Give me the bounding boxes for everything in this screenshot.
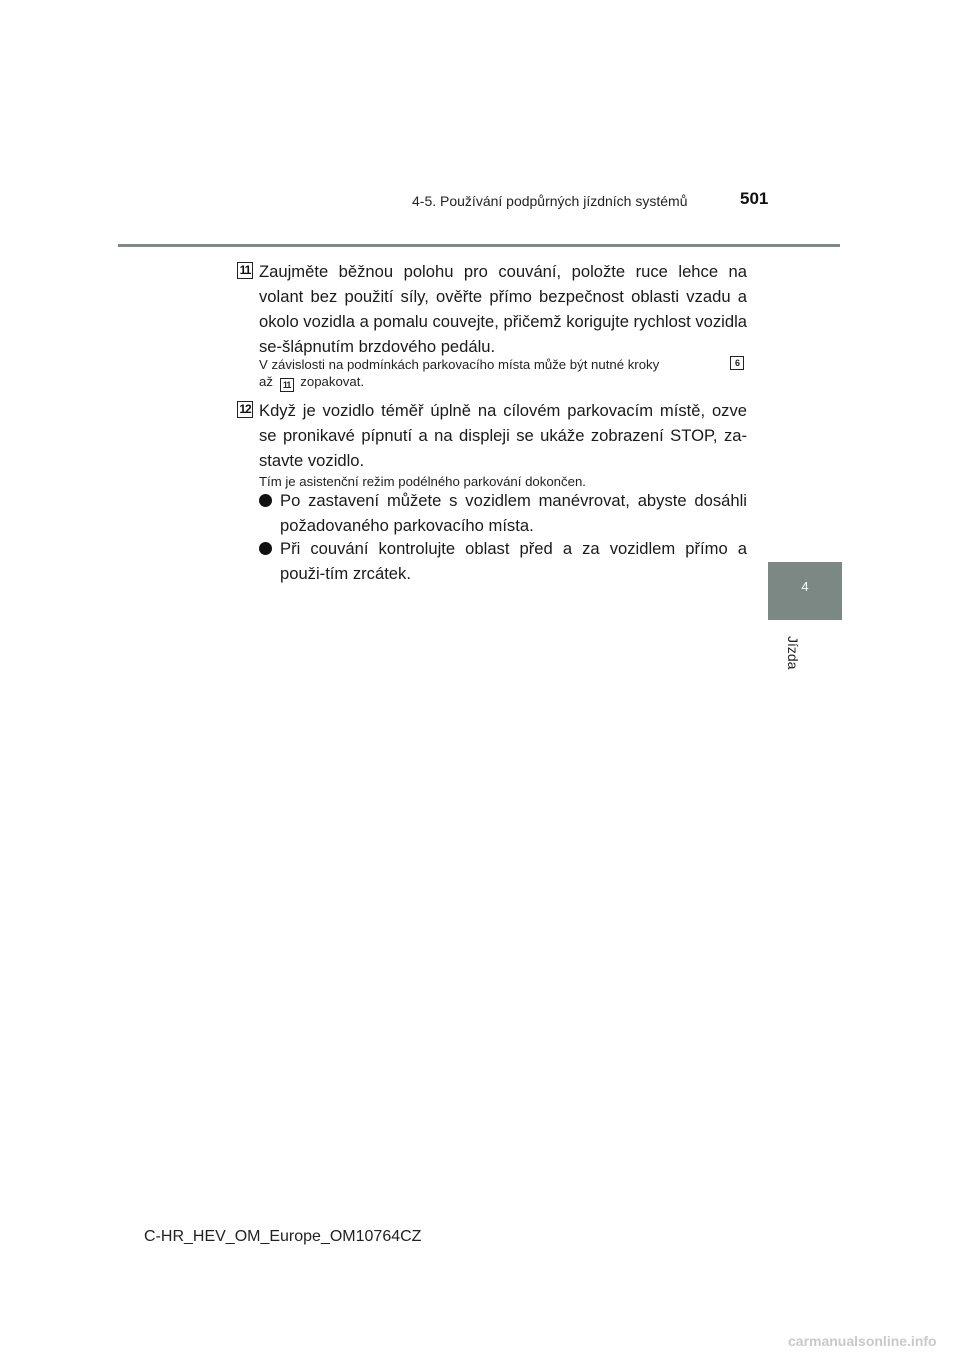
watermark-text: carmanualsonline.info xyxy=(788,1333,937,1349)
step-11-note-line-2 xyxy=(259,373,747,392)
step-11-note-part1: V závislosti na podmínkách parkovacího místa může být nutné kroky xyxy=(259,357,660,372)
bullet-item xyxy=(259,488,747,538)
step-11-note-line-1 xyxy=(259,356,747,373)
bullet-icon xyxy=(259,494,272,507)
header-divider xyxy=(118,244,840,247)
step-badge-11: 11 xyxy=(237,262,253,279)
step-reference-badge-11: 11 xyxy=(280,378,294,392)
step-11-note xyxy=(259,356,747,392)
step-reference-badge-6: 6 xyxy=(730,356,744,370)
bullet-text: Při couvání kontrolujte oblast před a za vozidlem přímo a použi-tím zrcátek. xyxy=(280,539,747,583)
step-11-note-part3: zopakovat. xyxy=(300,374,365,389)
bullet-icon xyxy=(259,542,272,555)
bullet-item xyxy=(259,536,747,586)
document-code: C-HR_HEV_OM_Europe_OM10764CZ xyxy=(144,1228,422,1245)
step-11-note-part2: až xyxy=(259,374,273,389)
page-number: 501 xyxy=(740,189,769,208)
bullet-text: Po zastavení můžete s vozidlem manévrovat, abyste dosáhli požadovaného parkovacího místa. xyxy=(280,491,747,535)
section-title: 4-5. Používání podpůrných jízdních systémů xyxy=(412,193,688,209)
step-12-note: Tím je asistenční režim podélného parkování dokončen. xyxy=(259,474,586,489)
chapter-tab[interactable] xyxy=(768,562,842,620)
chapter-tab-number: 4 xyxy=(801,579,809,594)
step-badge-12: 12 xyxy=(237,401,253,418)
chapter-tab-label: Jízda xyxy=(785,636,801,670)
step-12-text: Když je vozidlo téměř úplně na cílovém parkovacím místě, ozve se pronikavé pípnutí a na displeji se ukáže zobrazení STOP, za-stavte vozidlo. xyxy=(259,401,747,470)
step-11-text: Zaujměte běžnou polohu pro couvání, položte ruce lehce na volant bez použití síly, ověřte přímo bezpečnost oblasti vzadu a okolo vozidla a pomalu couvejte, přičemž korigujte rychlost vozidla se-šlápnutím brzdového pedálu. xyxy=(259,262,747,356)
